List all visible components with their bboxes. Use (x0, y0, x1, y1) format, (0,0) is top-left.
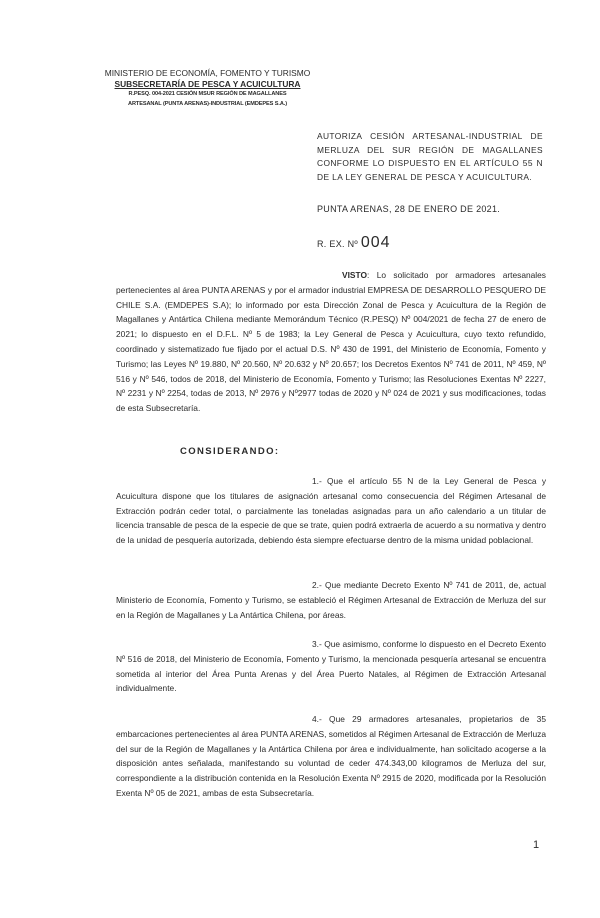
reference-line-2: ARTESANAL (PUNTA ARENAS)-INDUSTRIAL (EMDEPES S.A.) (128, 101, 287, 108)
considerando-heading: CONSIDERANDO: (180, 446, 280, 457)
visto-paragraph (116, 268, 546, 416)
considerando-1-lead: 1.- Que el artículo 55 N de la Ley General de Pesca (312, 476, 537, 486)
considerando-2 (116, 578, 546, 622)
considerando-3-text: Decreto Exento Nº 516 de 2018, del Ministerio de Economía, Fomento y Turismo, la mencionada pesquería artesanal se encuentra sometida al interior del Área Punta Arenas y del Área Puerto Natales, al Régimen de Extracción Artesanal individualmente. (116, 639, 547, 694)
visto-label: VISTO (342, 270, 367, 280)
page-number: 1 (533, 839, 540, 851)
resolution-subject: AUTORIZA CESIÓN ARTESANAL-INDUSTRIAL DE MERLUZA DEL SUR REGIÓN DE MAGALLANES CONFORME LO DISPUESTO EN EL ARTÍCULO 55 N DE LA LEY GENERAL DE PESCA Y ACUICULTURA. (317, 131, 543, 182)
considerando-2-text: de, actual Ministerio de Economía, Fomento y Turismo, se estableció el Régimen Artesanal de Extracción de Merluza del sur en la Región de Magallanes y La Antártica Chilena, por áreas. (116, 580, 546, 620)
rex-label: R. EX. Nº (317, 239, 358, 249)
considerando-2-lead: 2.- Que mediante Decreto Exento Nº 741 de 2011, (312, 580, 506, 590)
resolution-number (317, 234, 391, 252)
considerando-3-lead: 3.- Que asimismo, conforme lo dispuesto en el (312, 639, 486, 649)
resolution-date: PUNTA ARENAS, 28 DE ENERO DE 2021. (317, 204, 501, 214)
rex-number: 004 (360, 234, 391, 251)
letterhead (100, 68, 315, 109)
considerando-1 (116, 474, 546, 548)
considerando-4-lead: 4.- Que 29 armadores artesanales, propietarios de (312, 714, 530, 724)
considerando-4-text: 35 embarcaciones pertenecientes al área PUNTA ARENAS, sometidos al Régimen Artesanal de Extracción de Merluza del sur de la Región de Magallanes y la Antártica Chilena por área e individualmente, han solicitado acogerse a la disposición antes señalada, manifestando su voluntad de ceder 474.343,00 kilogramos de Merluza del sur, correspondiente a la distribución contenida en la Resolución Exenta Nº 2915 de 2020, modificada por la Resolución Exenta Nº 05 de 2021, ambas de esta Subsecretaría. (116, 714, 546, 798)
considerando-1-text: y Acuicultura dispone que los titulares de asignación artesanal como consecuencia del Régimen Artesanal de Extracción podrán ceder total, o parcialmente las toneladas asignadas para un año calendario a un titular de licencia transable de pesca de la especie de que se trate, quien podrá extraerla de acuerdo a su normativa y dentro de la unidad de pesquería autorizada, debiendo ésta siempre efectuarse dentro de la misma unidad poblacional. (116, 476, 546, 546)
ministry-name: MINISTERIO DE ECONOMÍA, FOMENTO Y TURISMO (104, 68, 311, 78)
considerando-3 (116, 637, 546, 696)
visto-text: : Lo solicitado por armadores artesanales pertenecientes al área PUNTA ARENAS y por el armador industrial EMPRESA DE DESARROLLO PESQUERO DE CHILE S.A. (EMDEPES S.A); lo informado por esta Dirección Zonal de Pesca y Acuicultura de la Región de Magallanes y Antártica Chilena mediante Memorándum Técnico (R.PESQ) Nº 004/2021 de fecha 27 de enero de 2021; lo dispuesto en el D.F.L. Nº 5 de 1983; la Ley General de Pesca y Acuicultura, cuyo texto refundido, coordinado y sistematizado fue fijado por el actual D.S. Nº 430 de 1991, del Ministerio de Economía, Fomento y Turismo; las Leyes Nº 19.880, Nº 20.560, Nº 20.632 y Nº 20.657; los Decretos Exentos Nº 741 de 2011, Nº 459, Nº 516 y Nº 546, todos de 2018, del Ministerio de Economía, Fomento y Turismo; las Resoluciones Exentas Nº 2227, Nº 2231 y Nº 2254, todas de 2013, Nº 2976 y Nº2977 todas de 2020 y Nº 024 de 2021 y sus modificaciones, todas de esta Subsecretaría. (116, 270, 546, 414)
considerando-4 (116, 712, 546, 801)
reference-line-1: R.PESQ. 004-2021 CESIÓN MSUR REGIÓN DE MAGALLANES (128, 91, 287, 98)
subsecretaria-name: SUBSECRETARÍA DE PESCA Y ACUICULTURA (114, 78, 301, 89)
